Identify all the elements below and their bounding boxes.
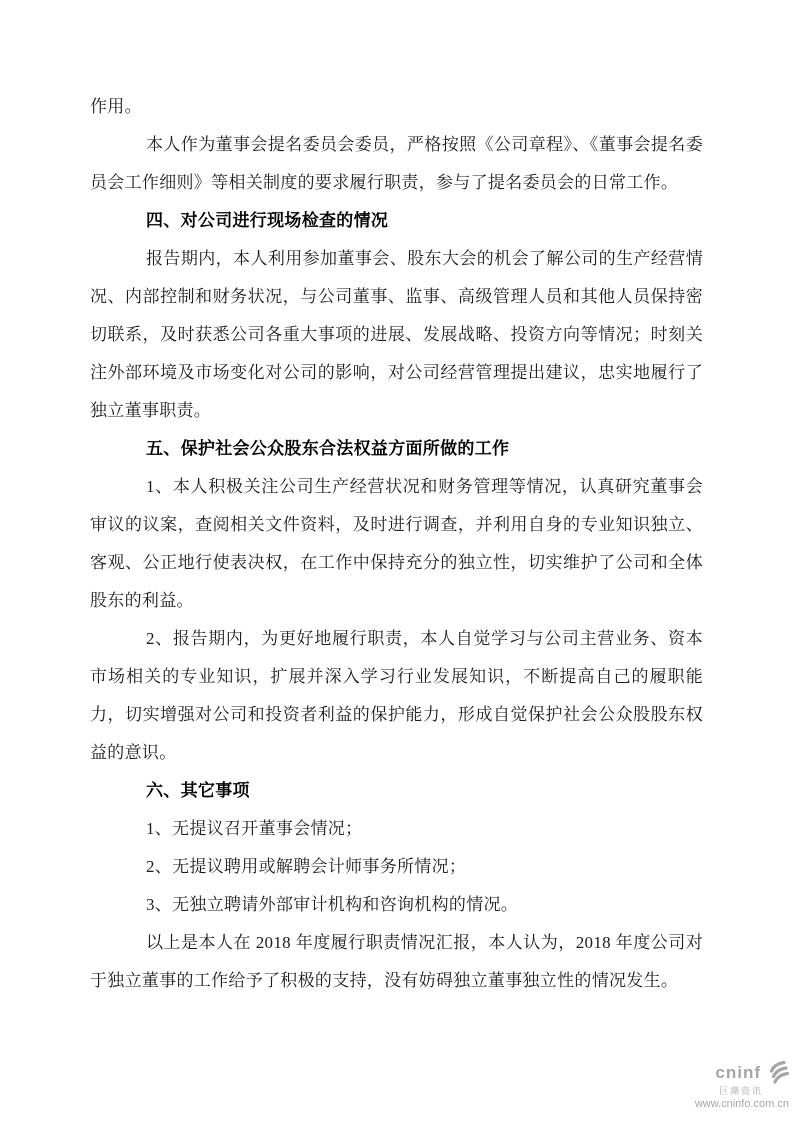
- section-heading: 五、保护社会公众股东合法权益方面所做的工作: [146, 439, 510, 458]
- cninfo-watermark: [679, 1058, 789, 1111]
- paragraph: 2、报告期内，为更好地履行职责，本人自觉学习与公司主营业务、资本市场相关的专业知识，扩展并深入学习行业发展知识，不断提高自己的履职能力，切实增强对公司和投资者利益的保护能力，形成自觉保护社会公众股股东权益的意识。: [90, 629, 703, 762]
- paragraph: 1、无提议召开董事会情况；: [146, 819, 363, 838]
- section-heading: 四、对公司进行现场检查的情况: [146, 211, 389, 230]
- cninfo-url: www.cninfo.com.cn: [694, 1098, 789, 1110]
- cninfo-brand-cn: 巨潮资讯: [718, 1086, 763, 1096]
- paragraph: 1、本人积极关注公司生产经营状况和财务管理等情况，认真研究董事会审议的议案，查阅相关文件资料，及时进行调查，并利用自身的专业知识独立、客观、公正地行使表决权，在工作中保持充分的独立性，切实维护了公司和全体股东的利益。: [90, 477, 703, 610]
- paragraph: 作用。: [90, 97, 142, 116]
- cninfo-brand-row: [679, 1058, 789, 1086]
- paragraph: 3、无独立聘请外部审计机构和咨询机构的情况。: [146, 895, 519, 914]
- document-body: [90, 88, 703, 1000]
- paragraph: 以上是本人在 2018 年度履行职责情况汇报，本人认为，2018 年度公司对于独立董事的工作给予了积极的支持，没有妨碍独立董事独立性的情况发生。: [90, 933, 703, 990]
- paragraph: 2、无提议聘用或解聘会计师事务所情况；: [146, 857, 467, 876]
- paragraph: 报告期内，本人利用参加董事会、股东大会的机会了解公司的生产经营情况、内部控制和财务状况，与公司董事、监事、高级管理人员和其他人员保持密切联系，及时获悉公司各重大事项的进展、发展战略、投资方向等情况；时刻关注外部环境及市场变化对公司的影响，对公司经营管理提出建议，忠实地履行了独立董事职责。: [90, 249, 703, 420]
- cninfo-brand-text: cninf: [715, 1062, 761, 1082]
- cninfo-swirl-icon: [763, 1059, 789, 1085]
- section-heading: 六、其它事项: [146, 781, 250, 800]
- paragraph: 本人作为董事会提名委员会委员，严格按照《公司章程》、《董事会提名委员会工作细则》等相关制度的要求履行职责，参与了提名委员会的日常工作。: [90, 135, 703, 192]
